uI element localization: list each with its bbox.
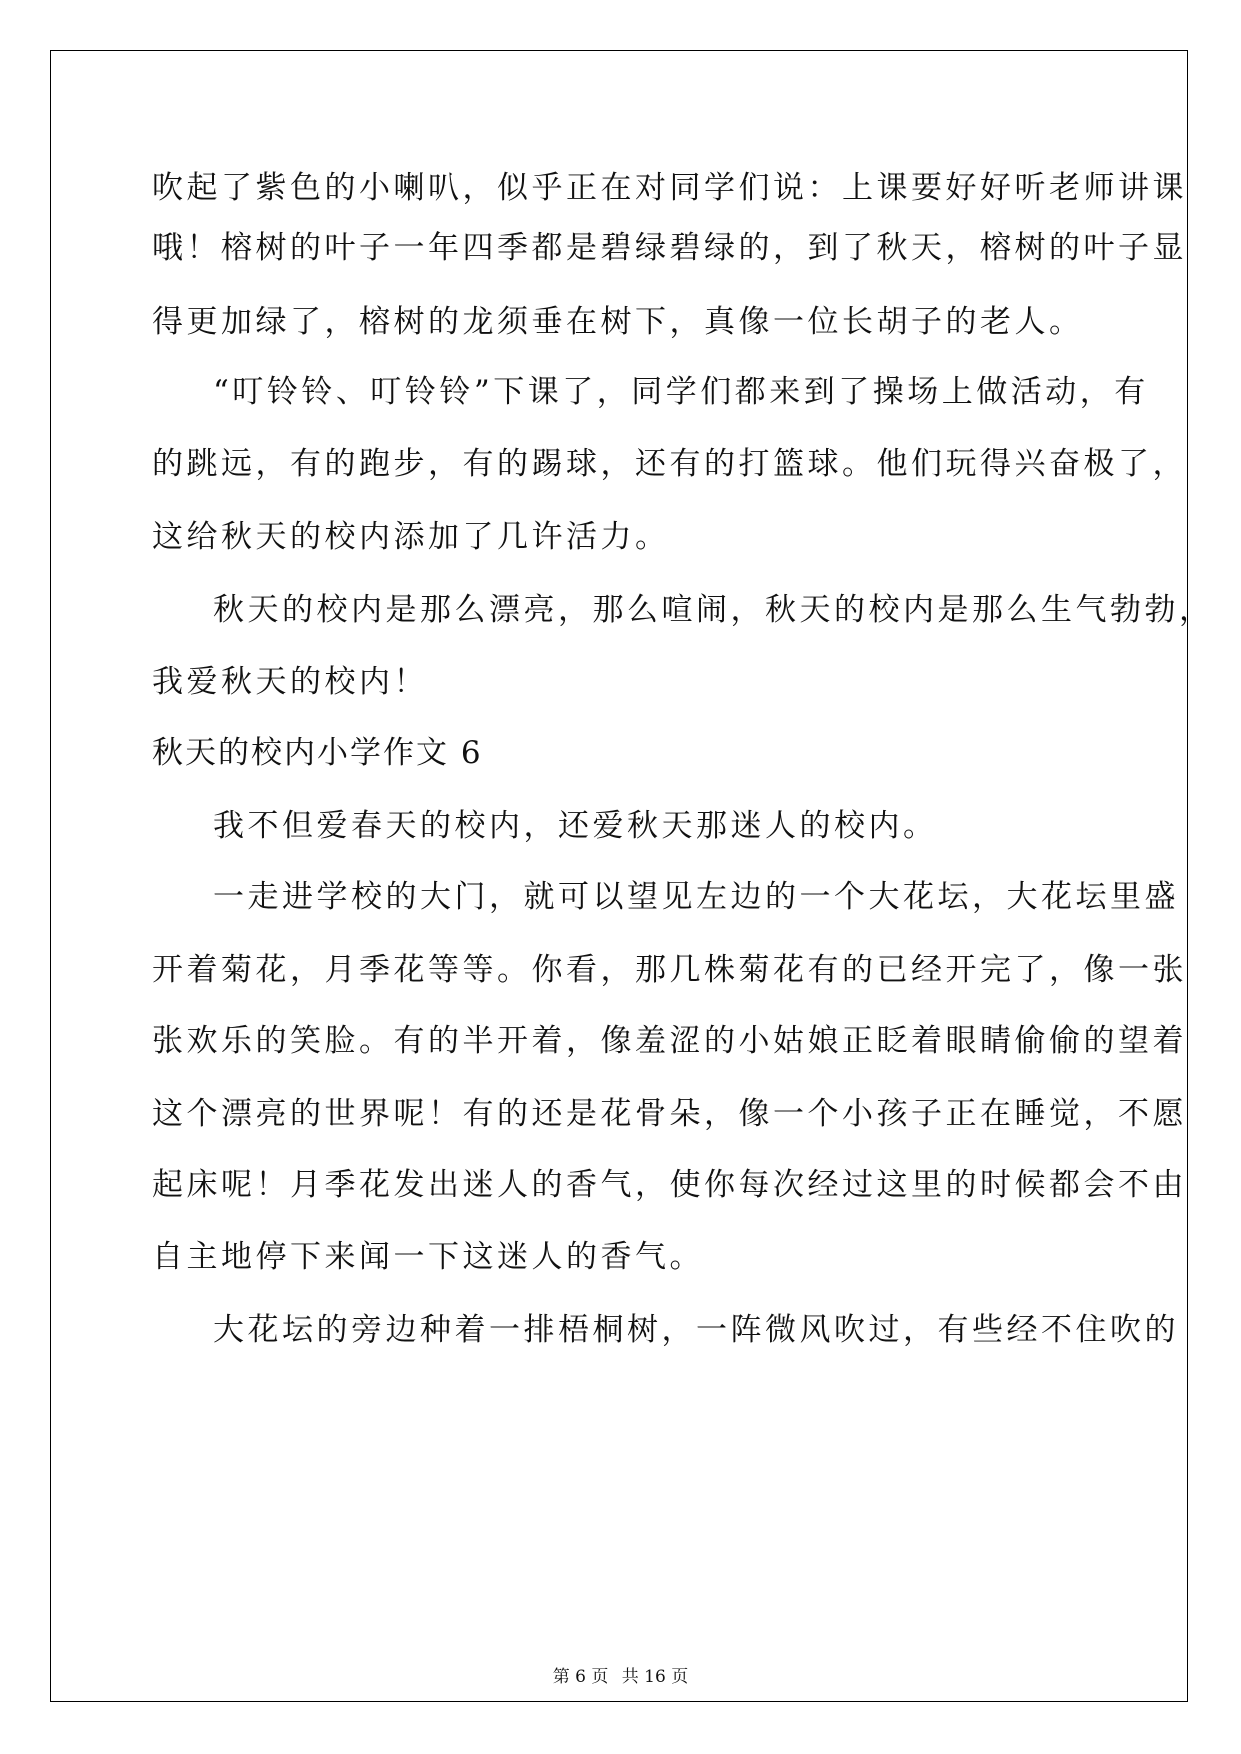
text-line: 张欢乐的笑脸。有的半开着，像羞涩的小姑娘正眨着眼睛偷偷的望着 — [152, 1023, 1187, 1059]
text-line: 我不但爱春天的校内，还爱秋天那迷人的校内。 — [213, 808, 938, 844]
text-line: 这个漂亮的世界呢！有的还是花骨朵，像一个小孩子正在睡觉，不愿 — [152, 1096, 1187, 1132]
section-heading: 秋天的校内小学作文 6 — [152, 735, 483, 771]
page-number: 第 6 页 — [552, 1667, 609, 1687]
page-total: 共 16 页 — [621, 1667, 689, 1687]
text-line: 一走进学校的大门，就可以望见左边的一个大花坛，大花坛里盛 — [213, 879, 1179, 915]
text-line: 开着菊花，月季花等等。你看，那几株菊花有的已经开完了，像一张 — [152, 952, 1187, 988]
text-line: 起床呢！月季花发出迷人的香气，使你每次经过这里的时候都会不由 — [152, 1167, 1187, 1203]
text-line: 大花坛的旁边种着一排梧桐树，一阵微风吹过，有些经不住吹的 — [213, 1312, 1179, 1348]
text-line: 秋天的校内是那么漂亮，那么喧闹，秋天的校内是那么生气勃勃， — [213, 592, 1214, 628]
text-line: “叮铃铃、叮铃铃”下课了，同学们都来到了操场上做活动，有 — [213, 374, 1149, 410]
text-line: 得更加绿了，榕树的龙须垂在树下，真像一位长胡子的老人。 — [152, 304, 1084, 340]
text-line: 的跳远，有的跑步，有的踢球，还有的打篮球。他们玩得兴奋极了， — [152, 446, 1187, 482]
page-border — [50, 50, 1188, 1702]
page-footer — [0, 1662, 1241, 1687]
text-line: 自主地停下来闻一下这迷人的香气。 — [152, 1239, 704, 1275]
text-line: 吹起了紫色的小喇叭，似乎正在对同学们说：上课要好好听老师讲课 — [152, 170, 1187, 206]
text-line: 这给秋天的校内添加了几许活力。 — [152, 519, 670, 555]
text-line: 我爱秋天的校内！ — [152, 664, 428, 700]
text-line: 哦！榕树的叶子一年四季都是碧绿碧绿的，到了秋天，榕树的叶子显 — [152, 230, 1187, 266]
